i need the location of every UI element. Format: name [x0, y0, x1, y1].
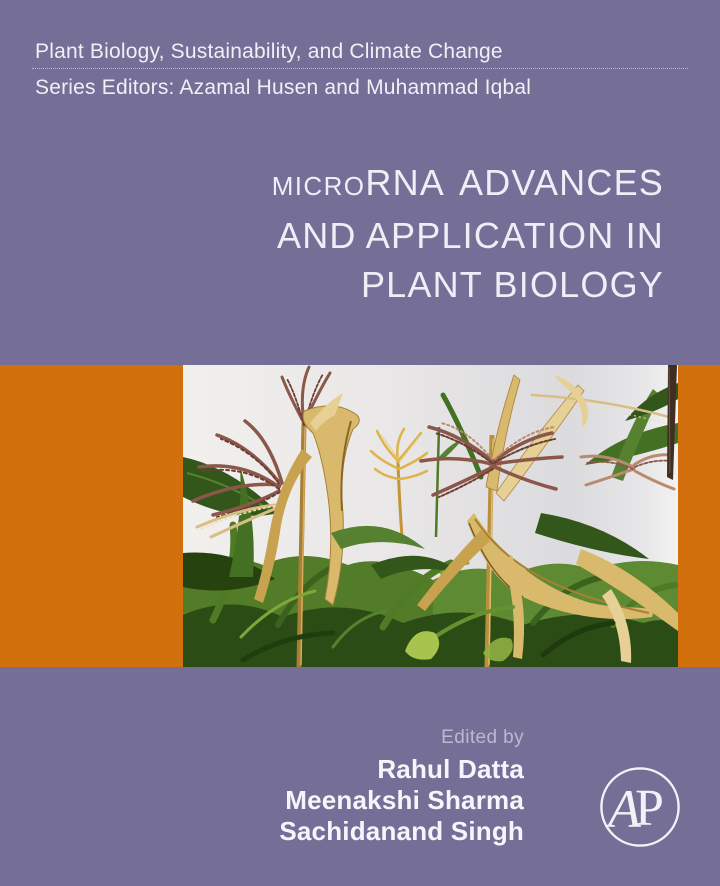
- title-rna: RNA: [365, 162, 446, 203]
- middle-band: [0, 365, 720, 667]
- book-title-line2: AND APPLICATION IN: [276, 215, 664, 256]
- editor-name-3: Sachidanand Singh: [279, 816, 524, 846]
- edited-by-label: Edited by: [441, 727, 524, 748]
- orange-band-right: [678, 365, 720, 667]
- editor-name-2: Meenakshi Sharma: [285, 785, 524, 815]
- logo-letter-a: A: [608, 779, 641, 839]
- series-title: Plant Biology, Sustainability, and Climate Change: [35, 40, 503, 63]
- title-advances: ADVANCES: [459, 162, 664, 203]
- title-smallcaps: MICRO: [271, 171, 366, 201]
- orange-band-left: [0, 365, 183, 667]
- academic-press-logo-icon: [599, 766, 681, 848]
- academic-press-logo: [599, 766, 681, 848]
- corn-field-illustration: [183, 365, 678, 667]
- book-title: [272, 158, 664, 309]
- corn-field-photo: [183, 365, 678, 667]
- editor-name-1: Rahul Datta: [377, 754, 524, 784]
- logo-letter-p: P: [635, 780, 664, 837]
- book-title-line3: PLANT BIOLOGY: [360, 264, 664, 305]
- book-title-line1: [272, 158, 664, 211]
- series-editors-line: Series Editors: Azamal Husen and Muhammad Iqbal: [35, 76, 532, 99]
- series-divider: [32, 68, 688, 69]
- edited-by-block: [279, 727, 524, 847]
